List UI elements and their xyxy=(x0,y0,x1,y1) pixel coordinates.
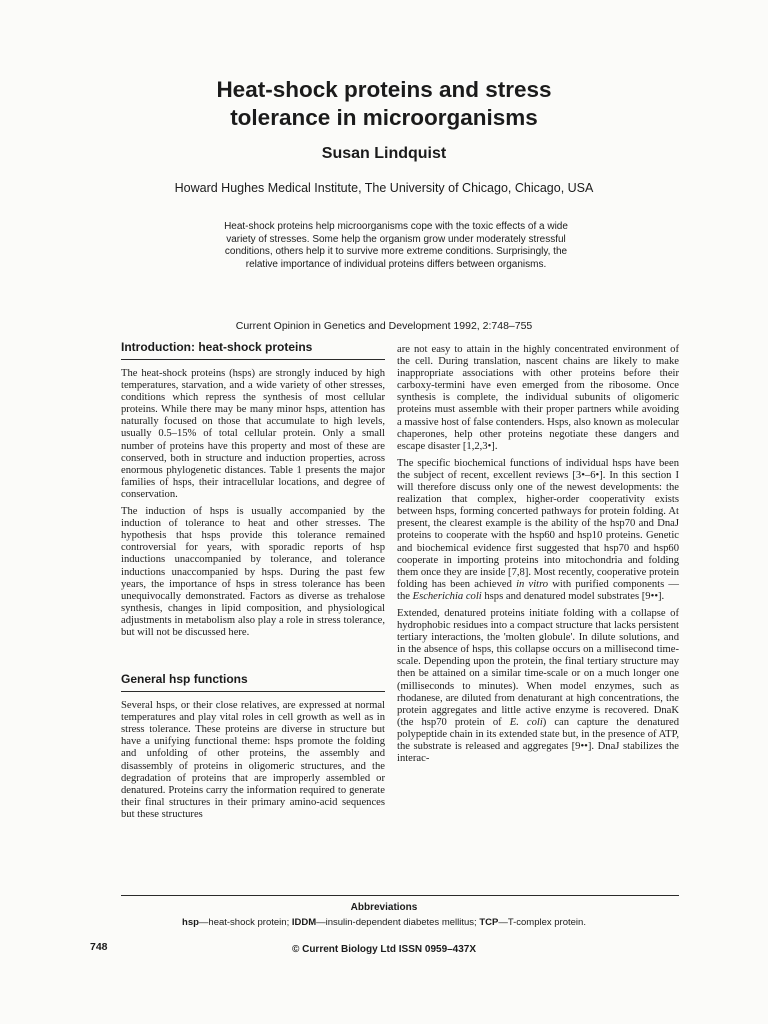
section-heading-introduction: Introduction: heat-shock proteins xyxy=(121,340,385,360)
abbreviation-term: hsp xyxy=(182,917,199,928)
copyright-line: © Current Biology Ltd ISSN 0959–437X xyxy=(291,944,477,955)
abbreviation-term: TCP xyxy=(479,917,499,928)
abbreviation-definition: —heat-shock protein; xyxy=(198,917,292,928)
text-run: with purified components — the xyxy=(397,578,679,602)
section-heading-general-functions: General hsp functions xyxy=(121,672,385,692)
journal-citation: Current Opinion in Genetics and Development 1992, 2:748–755 xyxy=(235,320,533,332)
italic-term: in vitro xyxy=(516,578,549,590)
paragraph: The induction of hsps is usually accompanied by the induction of tolerance to heat and other stresses. The hypothesis that hsps provide this tolerance remained controversial for years, with sporadic reports of hsp inductions unaccompanied by tolerance, and tolerance inductions unaccompanied by hsps. During the past few years, the importance of hsps in stress tolerance has been unequivocally demonstrated. Factors as diverse as trehalose synthesis, changes in lipid composition, and physiological adjustments in metabolism also play a role in stress tolerance, but will not be discussed here. xyxy=(121,506,385,638)
title-line-2: tolerance in microorganisms xyxy=(230,105,538,130)
page-number: 748 xyxy=(90,941,108,953)
text-run: The specific biochemical functions of individual hsps have been the subject of recent, excellent reviews [3•–6•]. In this section I will therefore discuss only one of the newest developments: the realization that complex, higher-order cooperativity exists between hsps, forming concerted pathways for protein folding. At present, the clearest example is the ability of the hsp70 and DnaJ proteins to cooperate with the hsp60 and hsp10 proteins. Genetic and biochemical evidence first suggested that hsp70 and hsp60 cooperate in importing proteins into mitochondria and folding them once they are inside [7,8]. Most recently, cooperative protein folding has been achieved xyxy=(397,457,679,590)
author-name: Susan Lindquist xyxy=(321,145,447,162)
title-line-1: Heat-shock proteins and stress xyxy=(216,77,552,102)
left-column xyxy=(121,340,385,826)
paragraph: Several hsps, or their close relatives, are expressed at normal temperatures and play vital roles in cell growth as well as in stress tolerance. These proteins are diverse in structure but have a unifying functional theme: hsps promote the folding and unfolding of other proteins, the assembly and disassembly of proteins in oligomeric structures, and the degradation of proteins that are improperly assembled or denatured. Proteins carry the information required to generate their final structures in their primary amino-acid sequences but these structures xyxy=(121,700,385,820)
abbreviation-definition: —insulin-dependent diabetes mellitus; xyxy=(316,917,480,928)
paragraph: are not easy to attain in the highly concentrated environment of the cell. During translation, nascent chains are likely to make inappropriate associations with other proteins before their carboxy-termini have even emerged from the ribosome. Once synthesis is complete, the individual subunits of oligomeric proteins must assemble with their proper partners while avoiding a massive host of false contenders. Hsps, also known as molecular chaperones, help other proteins negotiate these dangers and escape disaster [1,2,3•]. xyxy=(397,344,679,452)
paragraph xyxy=(397,458,679,603)
paragraph xyxy=(397,608,679,765)
text-run: Extended, denatured proteins initiate folding with a collapse of hydrophobic residues into a compact structure that lacks persistent tertiary interactions, the 'molten globule'. In dilute solutions, and in the absence of hsps, this collapse occurs on a millisecond time-scale. Depending upon the protein, the final tertiary structure may then be attained on a similar time-scale or on a much longer one (milliseconds to minutes). When model enzymes, such as rhodanese, are diluted from denaturant at high concentrations, the protein aggregates and little active enzyme is recovered. DnaK (the hsp70 protein of xyxy=(397,607,679,728)
abbreviation-definition: —T-complex protein. xyxy=(498,917,586,928)
abstract: Heat-shock proteins help microorganisms cope with the toxic effects of a wide variety of stresses. Some help the organism grow under moderately stressful conditions, others help it to survive more extreme conditions. Surprisingly, the relative importance of individual proteins differs between organisms. xyxy=(224,221,568,270)
paper-title xyxy=(0,76,768,132)
italic-species-name: Escherichia coli xyxy=(412,590,482,602)
paragraph: The heat-shock proteins (hsps) are strongly induced by high temperatures, starvation, and a wide variety of other stresses, conditions which repress the synthesis of most cellular proteins. While there may be many minor hsps, attention has naturally focused on those that accumulate to high levels, usually 0.5–15% of total cellular protein. Only a small number of proteins have this property and most of these are conserved, both in structure and induction properties, across enormous phylogenetic distances. Table 1 presents the major families of hsps, their intracellular locations, and degree of conservation. xyxy=(121,368,385,500)
text-run: ) can capture the denatured polypeptide chain in its extended state but, in the presence of ATP, the substrate is released and aggregates [9••]. DnaJ stabilizes the interac- xyxy=(397,716,680,765)
italic-species-name: E. coli xyxy=(509,716,543,728)
abbreviation-term: IDDM xyxy=(291,917,317,928)
text-run: hsps and denatured model substrates [9••]. xyxy=(481,590,665,602)
affiliation: Howard Hughes Medical Institute, The University of Chicago, Chicago, USA xyxy=(174,181,594,195)
abbreviations-divider xyxy=(121,895,679,896)
abbreviations-list xyxy=(0,917,768,928)
abbreviations-title: Abbreviations xyxy=(350,902,418,913)
right-column xyxy=(397,344,679,770)
